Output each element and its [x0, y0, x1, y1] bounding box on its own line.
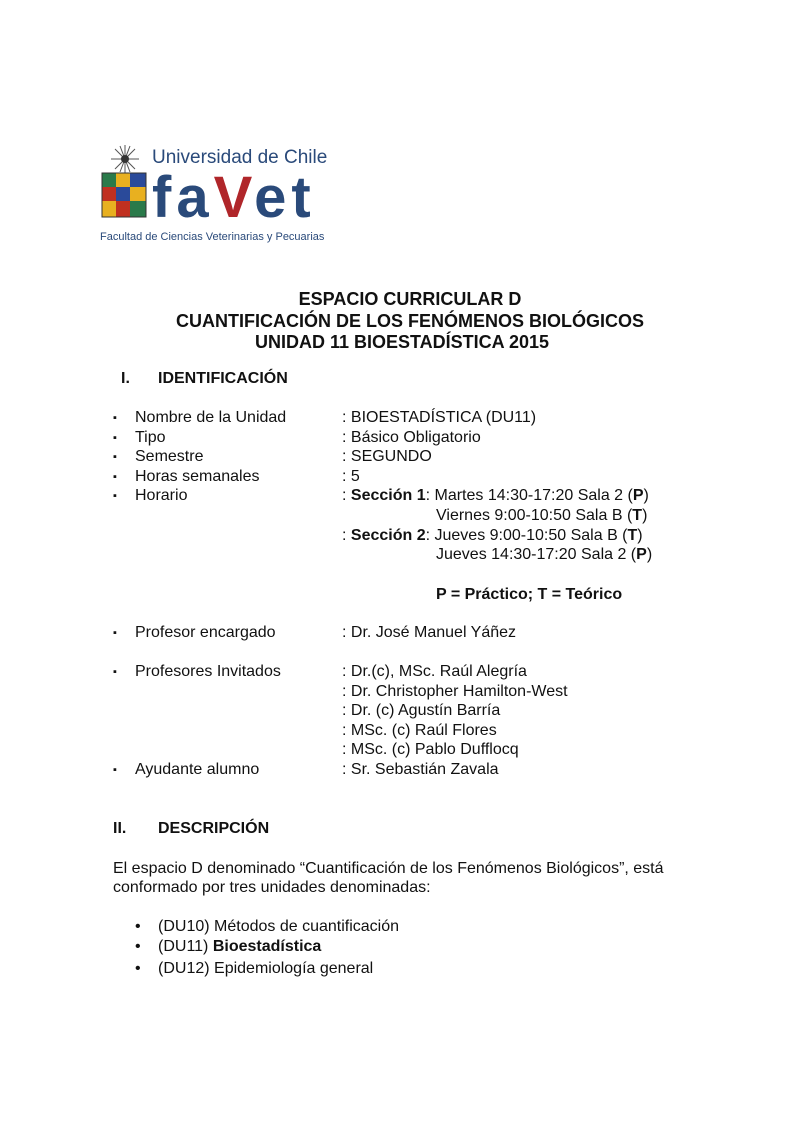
section-2-heading: DESCRIPCIÓN: [158, 820, 270, 837]
schedule-line: : Sección 1: Martes 14:30-17:20 Sala 2 (P): [342, 487, 649, 504]
schedule-line: Viernes 9:00-10:50 Sala B (T): [436, 507, 648, 524]
bullet-dot-icon: •: [135, 918, 141, 935]
bullet-icon: ▪: [113, 764, 117, 776]
description-line-2: conformado por tres unidades denominadas:: [113, 879, 431, 896]
invited-professor: : MSc. (c) Pablo Dufflocq: [342, 741, 519, 758]
bullet-icon: ▪: [113, 451, 117, 463]
university-seal-icon: [100, 143, 150, 235]
row-value: : SEGUNDO: [342, 448, 432, 465]
brand-wordmark: faVet: [152, 165, 316, 230]
bullet-icon: ▪: [113, 432, 117, 444]
invited-professor: : Dr. Christopher Hamilton-West: [342, 683, 568, 700]
row-label: Tipo: [135, 429, 166, 446]
invited-professor: : Dr. (c) Agustín Barría: [342, 702, 501, 719]
row-value: : Básico Obligatorio: [342, 429, 481, 446]
unit-name: Bioestadística: [212, 938, 322, 955]
schedule-legend: P = Práctico; T = Teórico: [436, 586, 623, 603]
row-label: Nombre de la Unidad: [135, 409, 287, 426]
row-value: : BIOESTADÍSTICA (DU11): [342, 409, 537, 426]
invited-professor: : MSc. (c) Raúl Flores: [342, 722, 497, 739]
unit-name: Métodos de cuantificación: [214, 918, 400, 935]
row-label: Profesor encargado: [135, 624, 276, 641]
bullet-icon: ▪: [113, 627, 117, 639]
row-label: Horas semanales: [135, 468, 260, 485]
faculty-name: Facultad de Ciencias Veterinarias y Pecuarias: [100, 231, 325, 243]
university-name: Universidad de Chile: [152, 147, 328, 168]
bullet-icon: ▪: [113, 666, 117, 678]
unit-code: (DU11): [158, 938, 209, 955]
faculty-logo: [100, 143, 340, 248]
row-value: : 5: [342, 468, 360, 485]
unit-code: (DU10): [158, 918, 210, 935]
row-label: Semestre: [135, 448, 204, 465]
row-value: : Dr. José Manuel Yáñez: [342, 624, 517, 641]
description-line-1: El espacio D denominado “Cuantificación de los Fenómenos Biológicos”, está: [113, 860, 664, 877]
bullet-dot-icon: •: [135, 938, 141, 955]
row-value: : Sr. Sebastián Zavala: [342, 761, 499, 778]
row-label: Ayudante alumno: [135, 761, 260, 778]
title-line-1: ESPACIO CURRICULAR D: [298, 289, 522, 309]
schedule-line: : Sección 2: Jueves 9:00-10:50 Sala B (T): [342, 527, 643, 544]
section-1-heading: IDENTIFICACIÓN: [158, 370, 288, 387]
bullet-icon: ▪: [113, 490, 117, 502]
horario-block: [0, 487, 800, 607]
invited-professor: : Dr.(c), MSc. Raúl Alegría: [342, 663, 527, 680]
schedule-line: Jueves 14:30-17:20 Sala 2 (P): [436, 546, 653, 563]
title-line-3: UNIDAD 11 BIOESTADÍSTICA 2015: [254, 332, 550, 352]
bullet-icon: ▪: [113, 412, 117, 424]
section-2-number: II.: [113, 820, 127, 837]
invitados-block: [0, 663, 800, 763]
title-line-2: CUANTIFICACIÓN DE LOS FENÓMENOS BIOLÓGICOS: [175, 311, 644, 331]
section-1-number: I.: [121, 370, 130, 387]
unit-code: (DU12): [158, 960, 210, 977]
bullet-dot-icon: •: [135, 960, 141, 977]
unit-name: Epidemiología general: [214, 960, 374, 977]
bullet-icon: ▪: [113, 471, 117, 483]
horario-label: Horario: [135, 487, 188, 504]
row-label: Profesores Invitados: [135, 663, 281, 680]
